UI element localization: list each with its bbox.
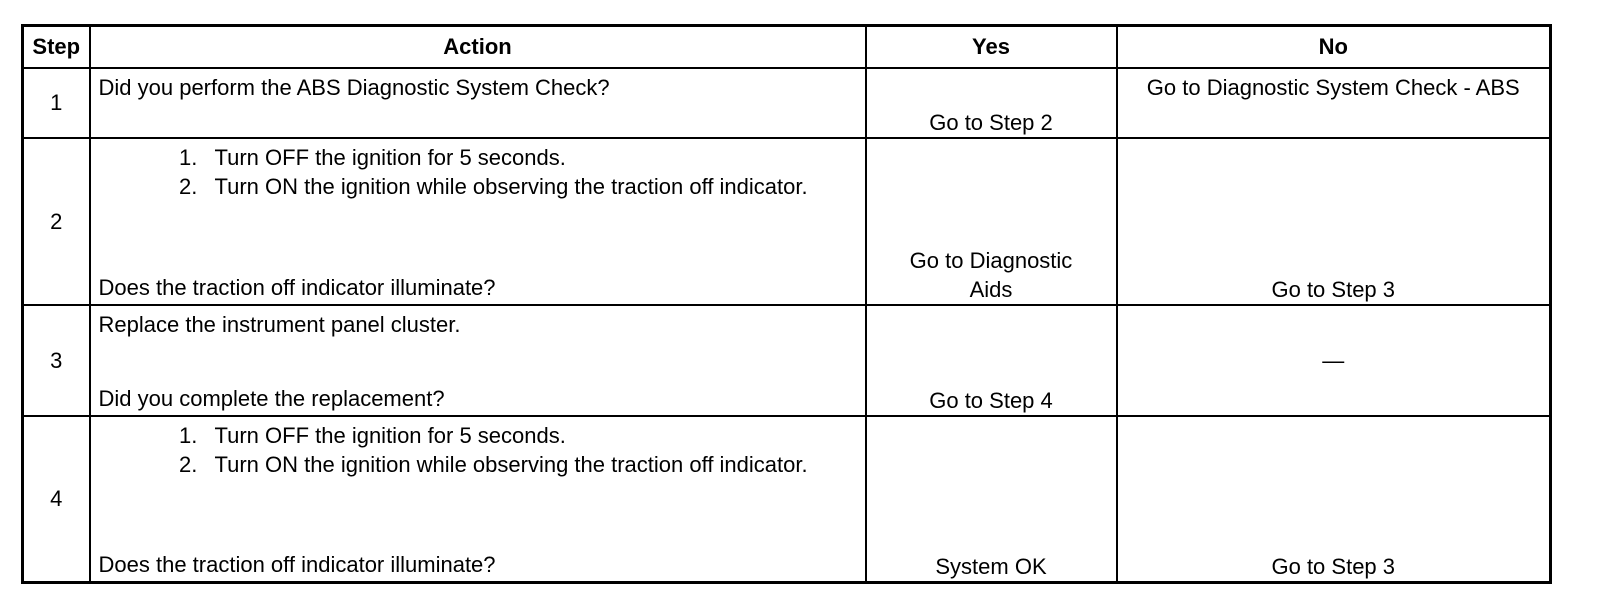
action-question: Does the traction off indicator illuminate?: [98, 274, 496, 300]
action-cell: [90, 138, 866, 305]
instruction-item: 1. Turn OFF the ignition for 5 seconds.: [204, 143, 857, 172]
yes-cell: Go to Step 2: [866, 68, 1117, 138]
table-row: [23, 138, 1551, 305]
no-cell: —: [1117, 305, 1551, 416]
action-question: Did you perform the ABS Diagnostic System Check?: [98, 74, 610, 100]
table-row: [23, 416, 1551, 583]
action-question: Did you complete the replacement?: [98, 385, 445, 411]
yes-cell: System OK: [866, 416, 1117, 583]
step-number: 1: [23, 68, 90, 138]
header-no: No: [1117, 26, 1551, 68]
yes-cell: Go to Step 4: [866, 305, 1117, 416]
action-question: Does the traction off indicator illuminate?: [98, 552, 496, 577]
action-statement: Replace the instrument panel cluster.: [98, 311, 461, 337]
step-number: 2: [23, 138, 90, 305]
header-step: Step: [23, 26, 90, 68]
action-cell: [90, 305, 866, 416]
header-row: [23, 26, 1551, 68]
instruction-item: 2. Turn ON the ignition while observing the traction off indicator.: [204, 450, 857, 479]
header-yes: Yes: [866, 26, 1117, 68]
step-number: 4: [23, 416, 90, 583]
instruction-list: [99, 421, 857, 479]
header-action: Action: [90, 26, 866, 68]
instruction-list: [99, 143, 857, 201]
table-row: [23, 68, 1551, 138]
action-cell: [90, 68, 866, 138]
action-cell: [90, 416, 866, 583]
instruction-item: 2. Turn ON the ignition while observing the traction off indicator.: [204, 172, 857, 201]
no-cell: Go to Step 3: [1117, 138, 1551, 305]
table-row: [23, 305, 1551, 416]
step-number: 3: [23, 305, 90, 416]
no-cell: Go to Step 3: [1117, 416, 1551, 583]
instruction-item: 1. Turn OFF the ignition for 5 seconds.: [204, 421, 857, 450]
yes-cell: Go to Diagnostic Aids: [866, 138, 1117, 305]
no-cell: Go to Diagnostic System Check - ABS: [1117, 68, 1551, 138]
diagnostic-table: [21, 24, 1552, 584]
